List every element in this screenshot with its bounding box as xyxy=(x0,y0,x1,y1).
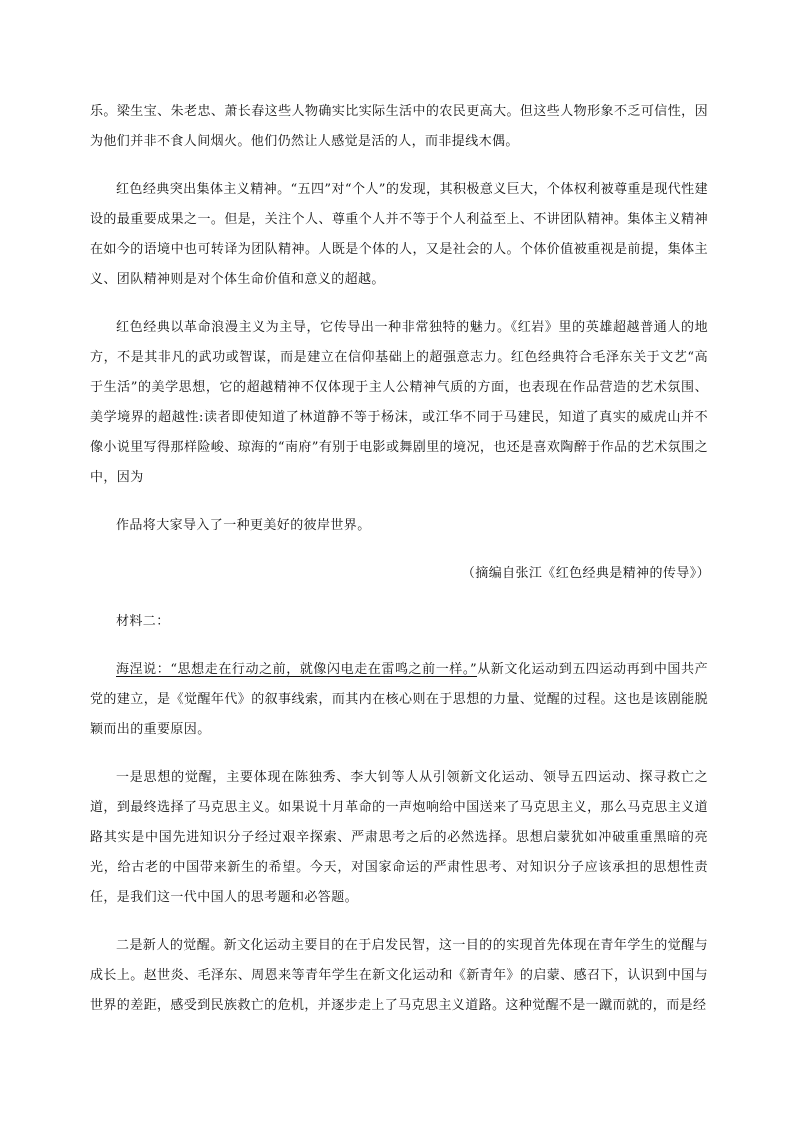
paragraph-5 xyxy=(90,655,708,745)
paragraph-3: 红色经典以革命浪漫主义为主导，它传导出一种非常独特的魅力。《红岩》里的英雄超越普通人的地方，不是其非凡的武功或智谋，而是建立在信仰基础上的超强意志力。红色经典符合毛泽东关于文艺“高于生活”的美学思想，它的超越精神不仅体现于主人公精神气质的方面，也表现在作品营造的艺术氛围、美学境界的超越性:读者即使知道了林道静不等于杨沫，或江华不同于马建民，知道了真实的威虎山并不像小说里写得那样险峻、琼海的“南府”有别于电影或舞剧里的境况，也还是喜欢陶醉于作品的艺术氛围之中，因为 xyxy=(90,320,708,485)
material-heading: 材料二： xyxy=(116,614,170,629)
document-page xyxy=(90,97,708,1021)
paragraph-1: 乐。梁生宝、朱老忠、萧长春这些人物确实比实际生活中的农民更高大。但这些人物形象不乏可信性，因为他们并非不食人间烟火。他们仍然让人感觉是活的人，而非提线木偶。 xyxy=(90,104,708,149)
paragraph-5-rest: 从新文化运动到五四运动再到中国共产党的建立，是《觉醒年代》的叙事线索，而其内在核心则在于思想的力量、觉醒的过程。这也是该剧能脱颖而出的重要原因。 xyxy=(90,662,708,737)
heine-quote: 海涅说：“思想走在行动之前，就像闪电走在雷鸣之前一样。” xyxy=(116,662,478,677)
paragraph-4: 作品将大家导入了一种更美好的彼岸世界。 xyxy=(116,518,371,533)
paragraph-6: 一是思想的觉醒，主要体现在陈独秀、李大钊等人从引领新文化运动、领导五四运动、探寻救亡之道，到最终选择了马克思主义。如果说十月革命的一声炮响给中国送来了马克思主义，那么马克思主义道路其实是中国先进知识分子经过艰辛探索、严肃思考之后的必然选择。思想启蒙犹如冲破重重黑暗的亮光，给古老的中国带来新生的希望。今天，对国家命运的严肃性思考、对知识分子应该承担的思想性责任，是我们这一代中国人的思考题和必答题。 xyxy=(90,770,708,905)
source-citation: （摘编自张江《红色经典是精神的传导》） xyxy=(461,566,710,581)
paragraph-7: 二是新人的觉醒。新文化运动主要目的在于启发民智，这一目的的实现首先体现在青年学生的觉醒与成长上。赵世炎、毛泽东、周恩来等青年学生在新文化运动和《新青年》的启蒙、感召下，认识到中国与世界的差距，感受到民族救亡的危机，并逐步走上了马克思主义道路。这种觉醒不是一蹴而就的，而是经 xyxy=(90,938,708,1013)
paragraph-2: 红色经典突出集体主义精神。“五四”对“个人”的发现，其积极意义巨大，个体权利被尊重是现代性建设的最重要成果之一。但是，关注个人、尊重个人并不等于个人利益至上、不讲团队精神。集体主义精神在如今的语境中也可转译为团队精神。人既是个体的人，又是社会的人。个体价值被重视是前提，集体主义、团队精神则是对个体生命价值和意义的超越。 xyxy=(90,182,708,287)
